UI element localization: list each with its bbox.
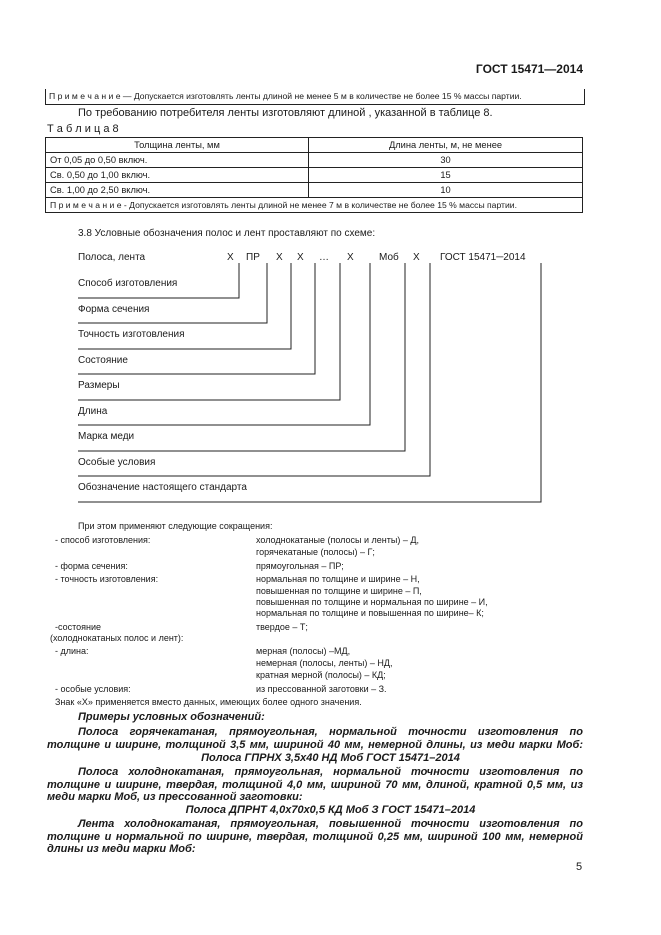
- example-3-line: длины из меди марки Моб:: [47, 843, 196, 855]
- examples-title: Примеры условных обозначений:: [78, 711, 265, 723]
- table-cell: От 0,05 до 0,50 включ.: [46, 153, 309, 168]
- scheme-label: Длина: [78, 406, 108, 417]
- abbr-label: -состояние: [55, 622, 102, 632]
- example-2-line: толщине и ширине, твердая, толщиной 4,0 мм, шириной 70 мм, длиной, кратной 0,5 мм, из: [47, 779, 583, 791]
- abbr-value: нормальная по толщине и повышенная по ширине– К;: [256, 608, 484, 618]
- example-3-line: Лента холоднокатаная, прямоугольная, повышенной точности изготовления по: [78, 818, 583, 830]
- sign-note: Знак «Х» применяется вместо данных, имеющих более одного значения.: [55, 697, 362, 707]
- abbr-value: нормальная по толщине и ширине – Н,: [256, 574, 420, 584]
- abbr-value: немерная (полосы, ленты) – НД,: [256, 658, 393, 668]
- table-cell: Св. 0,50 до 1,00 включ.: [46, 168, 309, 183]
- example-3-line: толщине и нормальной по ширине, твердая, толщиной 0,25 мм, шириной 100 мм, немерной: [47, 831, 583, 843]
- abbr-label: - особые условия:: [55, 684, 131, 694]
- abbr-label: - точность изготовления:: [55, 574, 159, 584]
- abbr-value: холоднокатаные (полосы и ленты) – Д,: [256, 535, 419, 545]
- page-number: 5: [576, 861, 583, 873]
- scheme-token: Х: [347, 252, 354, 263]
- consumer-requirement: По требованию потребителя ленты изготовляют длиной , указанной в таблице 8.: [78, 107, 493, 119]
- document-code: ГОСТ 15471—2014: [475, 62, 583, 76]
- abbr-label: - форма сечения:: [55, 561, 128, 571]
- example-1-line: толщине и ширине, толщиной 3,5 мм, шириной 40 мм, немерной длины, из меди марки Моб:: [47, 739, 583, 751]
- table-cell: 10: [309, 183, 583, 198]
- connector-line: [78, 263, 541, 502]
- connector-line: [78, 263, 370, 425]
- example-2-code: Полоса ДПРНТ 4,0х70х0,5 КД Моб З ГОСТ 15471–2014: [185, 804, 476, 816]
- scheme-label: Состояние: [78, 355, 128, 366]
- abbr-value: прямоугольная – ПР;: [256, 561, 344, 571]
- abbr-value: кратная мерной (полосы) – КД;: [256, 670, 386, 680]
- scheme-token: ПР: [246, 252, 260, 263]
- scheme-label: Точность изготовления: [78, 329, 185, 340]
- scheme-label: Размеры: [78, 380, 120, 391]
- table-cell: 15: [309, 168, 583, 183]
- abbr-value: повышенная по толщине и ширине – П,: [256, 586, 422, 596]
- scheme-label: Форма сечения: [78, 304, 150, 315]
- scheme-token: ГОСТ 15471─2014: [440, 252, 526, 263]
- scheme-token: Моб: [379, 252, 399, 263]
- abbr-value: горячекатаные (полосы) – Г;: [256, 547, 375, 557]
- scheme-label: Марка меди: [78, 431, 135, 442]
- connector-line: [78, 263, 405, 451]
- scheme-token: Х: [297, 252, 304, 263]
- abbr-value: повышенная по толщине и нормальная по ширине – И,: [256, 597, 488, 607]
- connector-line: [78, 263, 340, 400]
- connector-line: [78, 263, 430, 476]
- example-1-line: Полоса горячекатаная, прямоугольная, нормальной точности изготовления по: [78, 726, 583, 738]
- abbr-label: (холоднокатаных полос и лент):: [50, 633, 184, 643]
- connector-line: [78, 263, 239, 298]
- scheme-label: Особые условия: [78, 457, 156, 468]
- example-1-code: Полоса ГПРНХ 3,5х40 НД Моб ГОСТ 15471–2014: [201, 752, 460, 764]
- abbr-value: из прессованной заготовки – З.: [256, 684, 387, 694]
- scheme-token: Х: [276, 252, 283, 263]
- connector-line: [78, 263, 315, 374]
- example-2-line: Полоса холоднокатаная, прямоугольная, нормальной точности изготовления по: [78, 766, 583, 778]
- scheme-token: Х: [227, 252, 234, 263]
- table-cell: 30: [309, 153, 583, 168]
- table-header-length: Длина ленты, м, не менее: [309, 138, 583, 153]
- scheme-label: Обозначение настоящего стандарта: [78, 482, 247, 493]
- abbr-value: мерная (полосы) –МД,: [256, 646, 351, 656]
- table-title: Т а б л и ц а 8: [47, 123, 119, 135]
- scheme-label: Способ изготовления: [78, 278, 178, 289]
- abbr-label: - длина:: [55, 646, 89, 656]
- abbr-intro: При этом применяют следующие сокращения:: [78, 521, 273, 531]
- table-cell: Св. 1,00 до 2,50 включ.: [46, 183, 309, 198]
- example-2-line: меди марки Моб, из прессованной заготовки:: [47, 791, 303, 803]
- abbr-value: твердое – Т;: [256, 622, 308, 632]
- table-header-thickness: Толщина ленты, мм: [46, 138, 309, 153]
- scheme-token: …: [319, 252, 329, 263]
- table-note: П р и м е ч а н и е - Допускается изготовлять ленты длиной не менее 7 м в количестве не более 15 % массы партии.: [46, 198, 583, 213]
- scheme-title: Полоса, лента: [78, 252, 146, 263]
- connector-line: [78, 263, 291, 349]
- section-3-8: 3.8 Условные обозначения полос и лент проставляют по схеме:: [78, 228, 376, 239]
- note-1: П р и м е ч а н и е — Допускается изготовлять ленты длиной не менее 5 м в количестве не более 15 % массы партии.: [49, 91, 522, 101]
- scheme-token: Х: [413, 252, 420, 263]
- abbr-label: - способ изготовления:: [55, 535, 151, 545]
